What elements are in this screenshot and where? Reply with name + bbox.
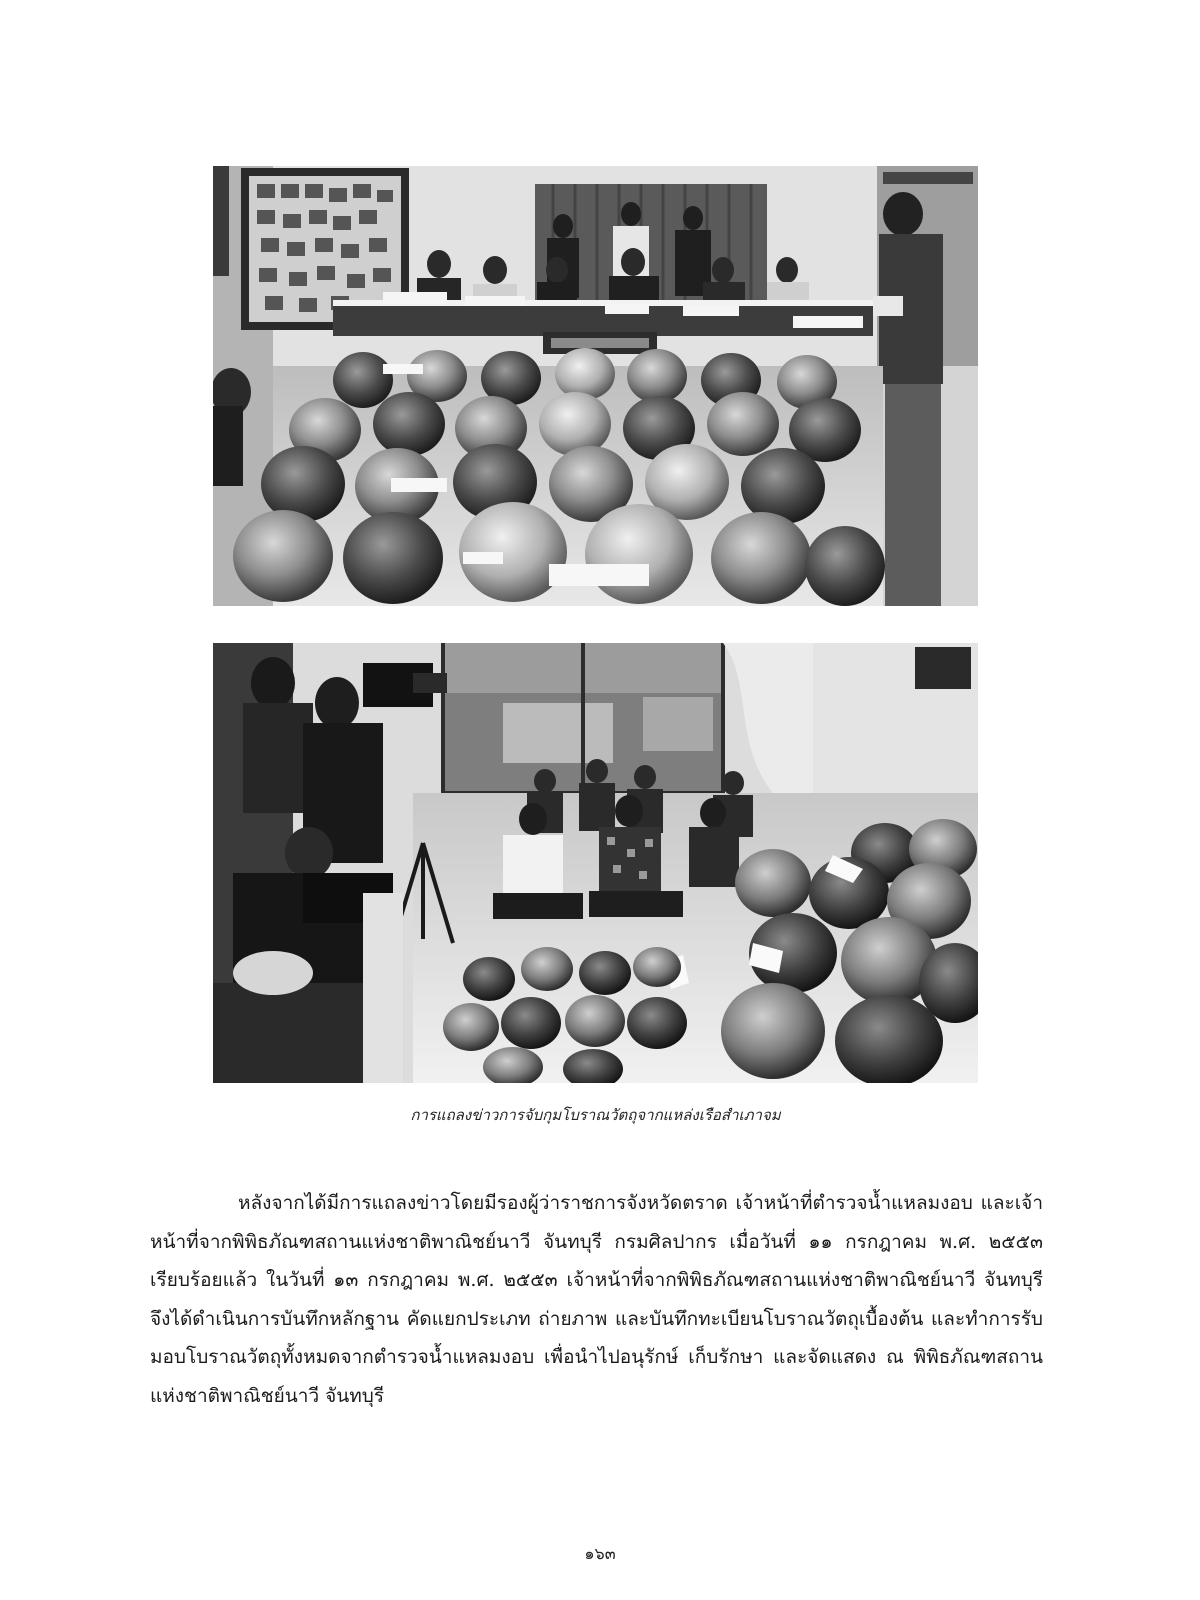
page-number: ๑๖๓ — [584, 1544, 616, 1563]
press-conference-photo — [213, 166, 978, 606]
body-text — [150, 1184, 1043, 1415]
press-conference-photo-graphic — [213, 166, 978, 606]
body-paragraph: หลังจากได้มีการแถลงข่าวโดยมีรองผู้ว่าราชการจังหวัดตราด เจ้าหน้าที่ตำรวจน้ำแหลมงอบ และเจ้าหน้าที่จากพิพิธภัณฑสถานแห่งชาติพาณิชย์นาวี จันทบุรี กรมศิลปากร เมื่อวันที่ ๑๑ กรกฎาคม พ.ศ. ๒๕๕๓ เรียบร้อยแล้ว ในวันที่ ๑๓ กรกฎาคม พ.ศ. ๒๕๕๓ เจ้าหน้าที่จากพิพิธภัณฑสถานแห่งชาติพาณิชย์นาวี จันทบุรี จึงได้ดำเนินการบันทึกหลักฐาน คัดแยกประเภท ถ่ายภาพ และบันทึกทะเบียนโบราณวัตถุเบื้องต้น และทำการรับมอบโบราณวัตถุทั้งหมดจากตำรวจน้ำแหลมงอบ เพื่อนำไปอนุรักษ์ เก็บรักษา และจัดแสดง ณ พิพิธภัณฑสถานแห่งชาติพาณิชย์นาวี จันทบุรี — [150, 1192, 1043, 1407]
suspects-media-photo — [213, 643, 978, 1083]
suspects-media-photo-graphic — [213, 643, 978, 1083]
photo-caption: การแถลงข่าวการจับกุมโบราณวัตถุจากแหล่งเรือสำเภาจม — [410, 1106, 781, 1124]
